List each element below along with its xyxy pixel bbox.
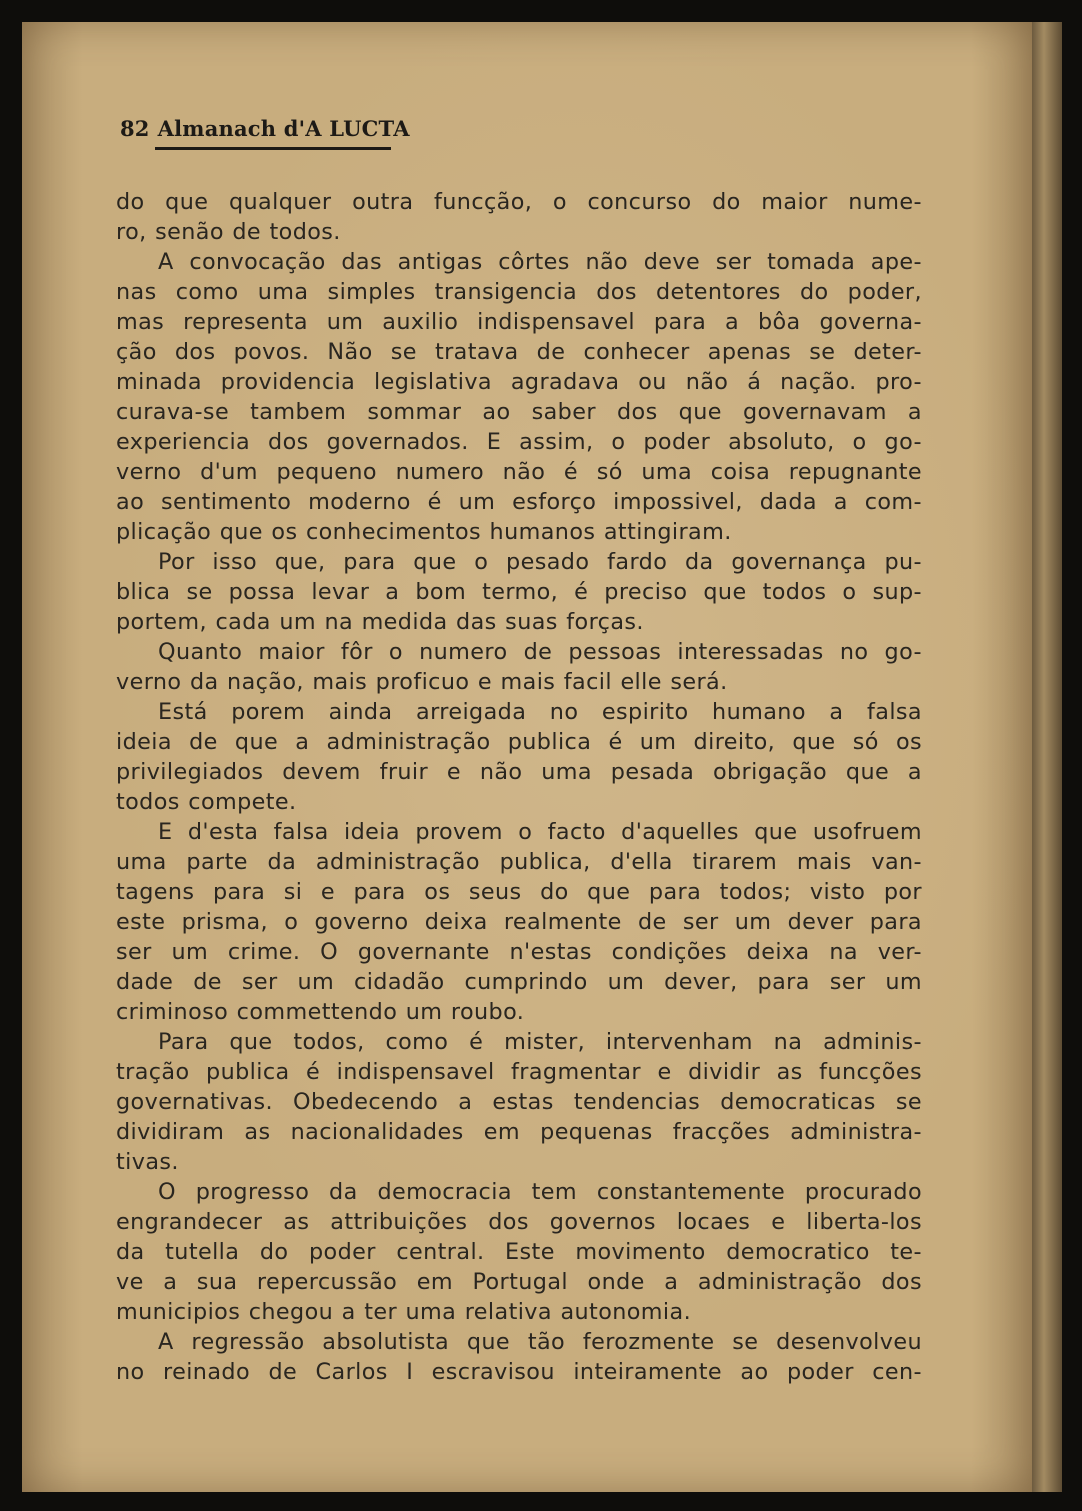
text-line: engrandecer as attribuições dos governos locaes e liberta-los: [116, 1209, 922, 1235]
header-title: Almanach d'A LUCTA: [157, 116, 410, 141]
text-line: ao sentimento moderno é um esforço impossivel, dada a com-: [116, 489, 922, 515]
text-line: no reinado de Carlos I escravisou inteiramente ao poder cen-: [116, 1359, 922, 1385]
text-line: dividiram as nacionalidades em pequenas fracções administra-: [116, 1119, 922, 1145]
text-line: municipios chegou a ter uma relativa autonomia.: [116, 1299, 692, 1325]
text-line: ção dos povos. Não se tratava de conhecer apenas se deter-: [116, 339, 922, 365]
text-line: privilegiados devem fruir e não uma pesada obrigação que a: [116, 759, 922, 785]
text-line: ro, senão de todos.: [116, 219, 341, 245]
page-number: 82: [120, 116, 150, 141]
text-line: A convocação das antigas côrtes não deve ser tomada ape-: [158, 249, 922, 275]
text-line: E d'esta falsa ideia provem o facto d'aquelles que usofruem: [158, 819, 922, 845]
text-line: tração publica é indispensavel fragmentar e dividir as funcções: [116, 1059, 922, 1085]
text-line: Está porem ainda arreigada no espirito humano a falsa: [158, 699, 922, 725]
page-binding-edge: [1032, 22, 1062, 1492]
text-line: Para que todos, como é mister, intervenham na adminis-: [158, 1029, 922, 1055]
text-line: plicação que os conhecimentos humanos attingiram.: [116, 519, 732, 545]
text-line: tivas.: [116, 1149, 179, 1175]
text-line: este prisma, o governo deixa realmente de ser um dever para: [116, 909, 922, 935]
text-line: ideia de que a administração publica é um direito, que só os: [116, 729, 922, 755]
text-line: experiencia dos governados. E assim, o poder absoluto, o go-: [116, 429, 922, 455]
text-line: uma parte da administração publica, d'ella tirarem mais van-: [116, 849, 922, 875]
text-line: verno d'um pequeno numero não é só uma coisa repugnante: [116, 459, 922, 485]
header-rule: [155, 147, 391, 150]
text-line: ve a sua repercussão em Portugal onde a administração dos: [116, 1269, 922, 1295]
text-line: minada providencia legislativa agradava ou não á nação. pro-: [116, 369, 922, 395]
text-line: Quanto maior fôr o numero de pessoas interessadas no go-: [158, 639, 922, 665]
text-line: todos compete.: [116, 789, 297, 815]
article-body: [116, 187, 922, 1387]
text-line: da tutella do poder central. Este movimento democratico te-: [116, 1239, 922, 1265]
text-line: curava-se tambem sommar ao saber dos que governavam a: [116, 399, 922, 425]
text-line: A regressão absolutista que tão ferozmente se desenvolveu: [158, 1329, 922, 1355]
text-line: do que qualquer outra funcção, o concurso do maior nume-: [116, 189, 922, 215]
text-line: O progresso da democracia tem constantemente procurado: [158, 1179, 922, 1205]
text-line: portem, cada um na medida das suas forças.: [116, 609, 644, 635]
text-line: Por isso que, para que o pesado fardo da governança pu-: [158, 549, 922, 575]
text-line: mas representa um auxilio indispensavel para a bôa governa-: [116, 309, 922, 335]
text-line: ser um crime. O governante n'estas condições deixa na ver-: [116, 939, 922, 965]
text-line: governativas. Obedecendo a estas tendencias democraticas se: [116, 1089, 922, 1115]
text-line: blica se possa levar a bom termo, é preciso que todos o sup-: [116, 579, 922, 605]
text-line: dade de ser um cidadão cumprindo um dever, para ser um: [116, 969, 922, 995]
running-header: [120, 116, 410, 141]
text-line: tagens para si e para os seus do que para todos; visto por: [116, 879, 922, 905]
text-line: nas como uma simples transigencia dos detentores do poder,: [116, 279, 922, 305]
text-line: criminoso commettendo um roubo.: [116, 999, 525, 1025]
text-line: verno da nação, mais proficuo e mais facil elle será.: [116, 669, 728, 695]
